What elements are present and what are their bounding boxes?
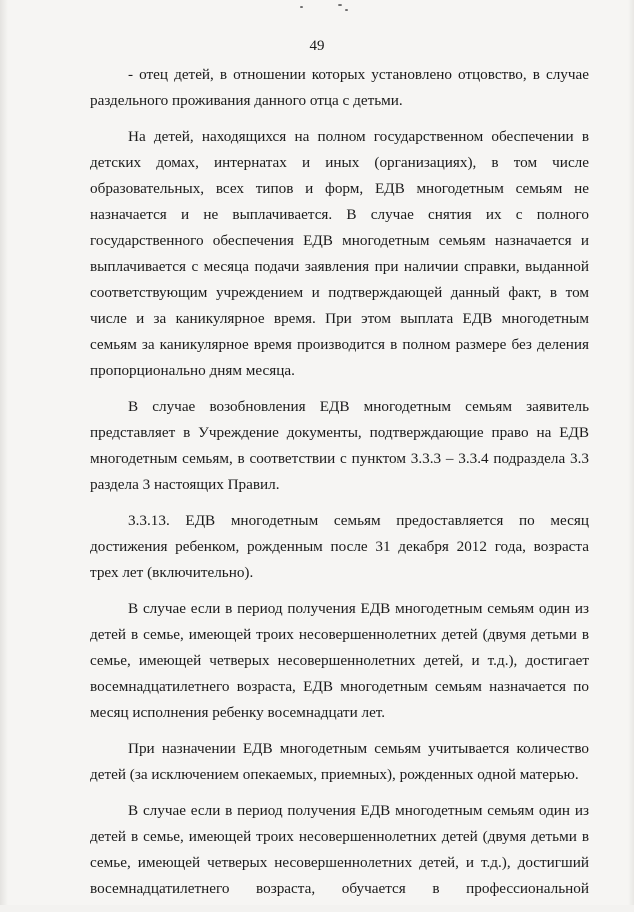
paragraph: В случае возобновления ЕДВ многодетным семьям заявитель представляет в Учреждение документы, подтверждающие право на ЕДВ многодетным семьям, в соответствии с пунктом 3.3.3 – 3.3.4 подраздела 3.3 раздела 3 настоящих Правил.: [90, 398, 589, 493]
scan-speck: [300, 6, 303, 8]
scan-speck: [338, 4, 342, 6]
body-text: [90, 62, 589, 912]
scan-speck: [345, 9, 348, 11]
paragraph: - отец детей, в отношении которых установлено отцовство, в случае раздельного проживания данного отца с детьми.: [90, 66, 589, 109]
paragraph: В случае если в период получения ЕДВ многодетным семьям один из детей в семье, имеющей троих несовершеннолетних детей (двумя детьми в семье, имеющей четверых несовершеннолетних детей, и т.д.), достигает восемнадцатилетнего возраста, ЕДВ многодетным семьям назначается по месяц исполнения ребенку восемнадцати лет.: [90, 600, 589, 721]
scan-shadow-right: [628, 0, 634, 905]
scan-shadow-left: [0, 0, 8, 905]
paragraph: В случае если в период получения ЕДВ многодетным семьям один из детей в семье, имеющей троих несовершеннолетних детей (двумя детьми в семье, имеющей четверых несовершеннолетних детей, и т.д.), достигший восемнадцатилетнего возраста, обучается в профессиональной: [90, 802, 589, 897]
paragraph: При назначении ЕДВ многодетным семьям учитывается количество детей (за исключением опекаемых, приемных), рожденных одной матерью.: [90, 740, 589, 783]
page-number: 49: [309, 38, 325, 54]
paragraph: 3.3.13. ЕДВ многодетным семьям предоставляется по месяц достижения ребенком, рожденным после 31 декабря 2012 года, возраста трех лет (включительно).: [90, 512, 589, 581]
paragraph: На детей, находящихся на полном государственном обеспечении в детских домах, интернатах и иных (организациях), в том числе образовательных, всех типов и форм, ЕДВ многодетным семьям не назначается и не выплачивается. В случае снятия их с полного государственного обеспечения ЕДВ многодетным семьям назначается и выплачивается с месяца подачи заявления при наличии справки, выданной соответствующим учреждением и подтверждающей данный факт, в том числе и за каникулярное время. При этом выплата ЕДВ многодетным семьям за каникулярное время производится в полном размере без деления пропорционально дням месяца.: [90, 128, 589, 379]
